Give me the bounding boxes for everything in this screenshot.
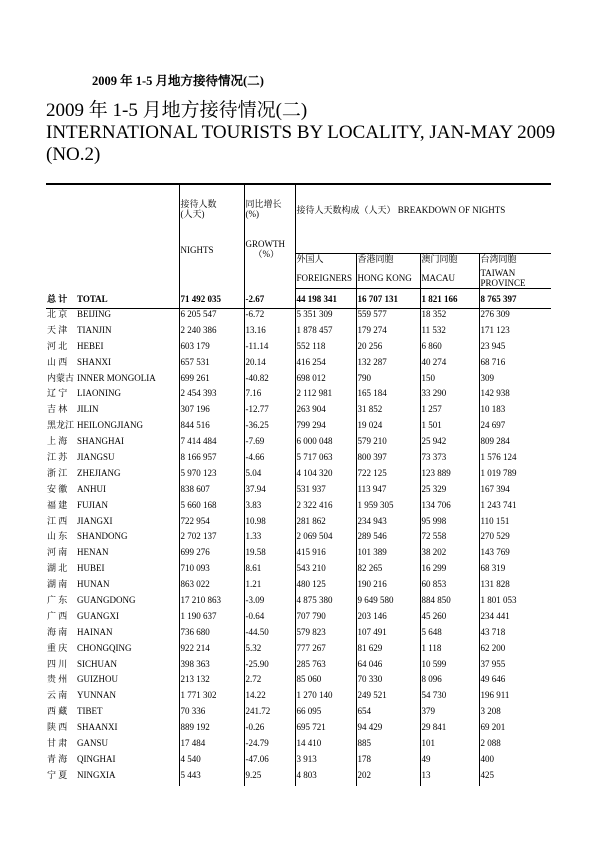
locality-cell: 广 西 GUANGXI: [47, 610, 119, 621]
nights-cell: 1 190 637: [179, 611, 244, 627]
table-row: [46, 357, 551, 373]
title-english-cont: (NO.2): [46, 144, 101, 165]
nights-cell: 17 484: [179, 738, 244, 754]
nights-cell: 2 454 393: [179, 388, 244, 404]
hongkong-cell: 132 287: [356, 357, 420, 373]
growth-cell: -0.26: [244, 722, 295, 738]
foreigners-cell: 707 790: [295, 611, 356, 627]
table-row: [46, 309, 551, 325]
locality-cell: 云 南 YUNNAN: [47, 690, 116, 701]
table-row: [46, 420, 551, 436]
hongkong-cell: 190 216: [356, 579, 420, 595]
foreigners-cell: 552 118: [295, 341, 356, 357]
nights-cell: 863 022: [179, 579, 244, 595]
hongkong-cell: 654: [356, 706, 420, 722]
macau-cell: 40 274: [420, 357, 479, 373]
hongkong-cell: 234 943: [356, 516, 420, 532]
foreigners-cell: 5 351 309: [295, 309, 356, 325]
macau-cell: 18 352: [420, 309, 479, 325]
total-macau: 1 821 166: [420, 289, 479, 309]
hongkong-cell: 885: [356, 738, 420, 754]
total-taiwan: 8 765 397: [479, 289, 551, 309]
foreigners-cell: 799 294: [295, 420, 356, 436]
growth-cell: 1.33: [244, 531, 295, 547]
macau-cell: 11 532: [420, 325, 479, 341]
table-row: [46, 388, 551, 404]
taiwan-cell: 1 801 053: [479, 595, 551, 611]
nights-cell: 889 192: [179, 722, 244, 738]
locality-cell: 重 庆 CHONGQING: [47, 642, 132, 653]
locality-cell: 内蒙古 INNER MONGOLIA: [47, 372, 156, 383]
taiwan-cell: 10 183: [479, 404, 551, 420]
locality-cell: 贵 州 GUIZHOU: [47, 674, 118, 685]
macau-cell: 29 841: [420, 722, 479, 738]
title-chinese: 2009 年 1-5 月地方接待情况(二): [46, 100, 308, 121]
hongkong-cell: 64 046: [356, 659, 420, 675]
nights-cell: 838 607: [179, 484, 244, 500]
foreigners-cell: 543 210: [295, 563, 356, 579]
hongkong-cell: 107 491: [356, 627, 420, 643]
hongkong-cell: 1 959 305: [356, 500, 420, 516]
hongkong-cell: 722 125: [356, 468, 420, 484]
taiwan-cell: 62 200: [479, 643, 551, 659]
table-row: [46, 547, 551, 563]
taiwan-cell: 68 716: [479, 357, 551, 373]
locality-cell: 上 海 SHANGHAI: [47, 436, 124, 447]
macau-cell: 6 860: [420, 341, 479, 357]
macau-cell: 101: [420, 738, 479, 754]
total-growth: -2.67: [244, 289, 295, 309]
growth-cell: 19.58: [244, 547, 295, 563]
taiwan-cell: 1 019 789: [479, 468, 551, 484]
nights-cell: 5 970 123: [179, 468, 244, 484]
total-nights: 71 492 035: [179, 289, 244, 309]
macau-cell: 123 889: [420, 468, 479, 484]
macau-cell: 54 730: [420, 690, 479, 706]
nights-header: 接待人数 (人天) NIGHTS: [179, 184, 244, 289]
foreigners-cell: 14 410: [295, 738, 356, 754]
locality-cell: 陕 西 SHAANXI: [47, 722, 118, 733]
growth-cell: -11.14: [244, 341, 295, 357]
table-row: [46, 325, 551, 341]
taiwan-cell: 143 769: [479, 547, 551, 563]
foreigners-cell: 579 823: [295, 627, 356, 643]
table-row: [46, 563, 551, 579]
hongkong-cell: 101 389: [356, 547, 420, 563]
macau-cell: 10 599: [420, 659, 479, 675]
taiwan-cell: 171 123: [479, 325, 551, 341]
macau-cell: 33 290: [420, 388, 479, 404]
table-row: [46, 627, 551, 643]
foreigners-cell: 285 763: [295, 659, 356, 675]
foreigners-cell: 2 322 416: [295, 500, 356, 516]
taiwan-cell: 809 284: [479, 436, 551, 452]
nights-cell: 699 261: [179, 373, 244, 389]
foreigners-cell: 263 904: [295, 404, 356, 420]
nights-cell: 398 363: [179, 659, 244, 675]
taiwan-cell: 37 955: [479, 659, 551, 675]
table-row: [46, 579, 551, 595]
growth-cell: -24.79: [244, 738, 295, 754]
macau-cell: 1 257: [420, 404, 479, 420]
foreigners-cell: 5 717 063: [295, 452, 356, 468]
table-row: [46, 531, 551, 547]
foreigners-cell: 2 069 504: [295, 531, 356, 547]
nights-cell: 2 702 137: [179, 531, 244, 547]
growth-cell: -7.69: [244, 436, 295, 452]
nights-cell: 657 531: [179, 357, 244, 373]
table-row: [46, 674, 551, 690]
nights-cell: 844 516: [179, 420, 244, 436]
growth-cell: 37.94: [244, 484, 295, 500]
macau-cell: 25 329: [420, 484, 479, 500]
macau-cell: 150: [420, 373, 479, 389]
locality-cell: 江 西 JIANGXI: [47, 515, 113, 526]
nights-cell: 8 166 957: [179, 452, 244, 468]
macau-cell: 5 648: [420, 627, 479, 643]
foreigners-cell: 415 916: [295, 547, 356, 563]
nights-cell: 213 132: [179, 674, 244, 690]
taiwan-cell: 131 828: [479, 579, 551, 595]
taiwan-cell: 43 718: [479, 627, 551, 643]
nights-cell: 722 954: [179, 516, 244, 532]
table-row: [46, 516, 551, 532]
foreigners-cell: 416 254: [295, 357, 356, 373]
macau-cell: 38 202: [420, 547, 479, 563]
growth-cell: 3.83: [244, 500, 295, 516]
locality-cell: 山 西 SHANXI: [47, 356, 112, 367]
table-row: [46, 452, 551, 468]
growth-cell: 7.16: [244, 388, 295, 404]
growth-cell: 1.21: [244, 579, 295, 595]
taiwan-cell: 425: [479, 770, 551, 786]
growth-cell: 14.22: [244, 690, 295, 706]
growth-cell: 9.25: [244, 770, 295, 786]
macau-cell: 25 942: [420, 436, 479, 452]
macau-cell: 49: [420, 754, 479, 770]
nights-cell: 2 240 386: [179, 325, 244, 341]
foreigners-cell: 3 913: [295, 754, 356, 770]
growth-cell: -12.77: [244, 404, 295, 420]
hongkong-cell: 9 649 580: [356, 595, 420, 611]
macau-cell: 95 998: [420, 516, 479, 532]
hongkong-cell: 165 184: [356, 388, 420, 404]
macau-cell: 13: [420, 770, 479, 786]
page-title: [46, 100, 566, 166]
locality-cell: 江 苏 JIANGSU: [47, 452, 115, 463]
taiwan-cell: 270 529: [479, 531, 551, 547]
taiwan-cell: 400: [479, 754, 551, 770]
foreigners-cell: 281 862: [295, 516, 356, 532]
foreigners-cell: 66 095: [295, 706, 356, 722]
foreigners-cell: 4 104 320: [295, 468, 356, 484]
locality-cell: 吉 林 JILIN: [47, 404, 99, 415]
locality-cell: 甘 肃 GANSU: [47, 738, 109, 749]
growth-cell: -3.09: [244, 595, 295, 611]
table-row: [46, 754, 551, 770]
locality-cell: 安 徽 ANHUI: [47, 483, 106, 494]
locality-cell: 黑龙江 HEILONGJIANG: [47, 420, 143, 431]
macau-cell: 134 706: [420, 500, 479, 516]
nights-cell: 1 771 302: [179, 690, 244, 706]
nights-cell: 4 540: [179, 754, 244, 770]
foreigners-cell: 4 803: [295, 770, 356, 786]
table-row: [46, 404, 551, 420]
total-row: [46, 289, 551, 309]
taiwan-cell: 49 646: [479, 674, 551, 690]
growth-cell: -44.50: [244, 627, 295, 643]
growth-header: 同比增长 (%) GROWTH （%）: [244, 184, 295, 289]
table-row: [46, 722, 551, 738]
table-row: [46, 659, 551, 675]
hongkong-cell: 178: [356, 754, 420, 770]
hongkong-cell: 19 024: [356, 420, 420, 436]
taiwan-cell: 2 088: [479, 738, 551, 754]
hongkong-cell: 113 947: [356, 484, 420, 500]
hongkong-cell: 94 429: [356, 722, 420, 738]
foreigners-cell: 85 060: [295, 674, 356, 690]
growth-cell: 241.72: [244, 706, 295, 722]
taiwan-cell: 68 319: [479, 563, 551, 579]
locality-cell: 青 海 QINGHAI: [47, 753, 116, 764]
hongkong-cell: 579 210: [356, 436, 420, 452]
locality-cell: 河 北 HEBEI: [47, 340, 104, 351]
hongkong-cell: 81 629: [356, 643, 420, 659]
macau-cell: 72 558: [420, 531, 479, 547]
locality-cell: 浙 江 ZHEJIANG: [47, 467, 121, 478]
table-row: [46, 484, 551, 500]
growth-cell: -6.72: [244, 309, 295, 325]
table-row: [46, 341, 551, 357]
growth-cell: 10.98: [244, 516, 295, 532]
hongkong-cell: 800 397: [356, 452, 420, 468]
taiwan-cell: 309: [479, 373, 551, 389]
hongkong-cell: 20 256: [356, 341, 420, 357]
macau-cell: 60 853: [420, 579, 479, 595]
taiwan-cell: 234 441: [479, 611, 551, 627]
growth-cell: -4.66: [244, 452, 295, 468]
locality-header: [46, 184, 179, 289]
total-foreigners: 44 198 341: [295, 289, 356, 309]
locality-cell: 福 建 FUJIAN: [47, 499, 109, 510]
foreigners-cell: 480 125: [295, 579, 356, 595]
table-row: [46, 738, 551, 754]
locality-cell: 湖 北 HUBEI: [47, 563, 105, 574]
taiwan-cell: 142 938: [479, 388, 551, 404]
table-row: [46, 468, 551, 484]
hongkong-cell: 202: [356, 770, 420, 786]
growth-cell: -0.64: [244, 611, 295, 627]
table-row: [46, 690, 551, 706]
hongkong-header: 香港同胞 HONG KONG: [356, 254, 420, 289]
table-row: [46, 706, 551, 722]
growth-cell: 5.32: [244, 643, 295, 659]
table-body: [46, 289, 551, 786]
locality-cell: 西 藏 TIBET: [47, 706, 103, 717]
growth-cell: 13.16: [244, 325, 295, 341]
hongkong-cell: 82 265: [356, 563, 420, 579]
foreigners-cell: 2 112 981: [295, 388, 356, 404]
nights-cell: 710 093: [179, 563, 244, 579]
foreigners-cell: 1 270 140: [295, 690, 356, 706]
taiwan-header: 台湾同胞 TAIWAN PROVINCE: [479, 254, 551, 289]
hongkong-cell: 203 146: [356, 611, 420, 627]
taiwan-cell: 167 394: [479, 484, 551, 500]
foreigners-cell: 1 878 457: [295, 325, 356, 341]
locality-cell: 广 东 GUANGDONG: [47, 595, 136, 606]
title-english: INTERNATIONAL TOURISTS BY LOCALITY, JAN-MAY 2009: [46, 122, 556, 143]
locality-cell: 湖 南 HUNAN: [47, 579, 110, 590]
growth-cell: 2.72: [244, 674, 295, 690]
locality-cell: 山 东 SHANDONG: [47, 531, 128, 542]
growth-cell: -47.06: [244, 754, 295, 770]
nights-cell: 5 660 168: [179, 500, 244, 516]
locality-cell: 河 南 HENAN: [47, 547, 109, 558]
running-header: 2009 年 1-5 月地方接待情况(二): [92, 74, 264, 88]
locality-cell: 北 京 BEIJING: [47, 309, 111, 319]
table-row: [46, 373, 551, 389]
nights-cell: 307 196: [179, 404, 244, 420]
taiwan-cell: 1 576 124: [479, 452, 551, 468]
growth-cell: 20.14: [244, 357, 295, 373]
macau-cell: 1 501: [420, 420, 479, 436]
total-label: 总 计 TOTAL: [46, 289, 179, 309]
locality-cell: 天 津 TIANJIN: [47, 324, 112, 335]
hongkong-cell: 790: [356, 373, 420, 389]
macau-cell: 8 096: [420, 674, 479, 690]
hongkong-cell: 179 274: [356, 325, 420, 341]
breakdown-header: 接待人天数构成（人天） BREAKDOWN OF NIGHTS: [295, 184, 551, 254]
nights-cell: 5 443: [179, 770, 244, 786]
taiwan-cell: 1 243 741: [479, 500, 551, 516]
macau-cell: 884 850: [420, 595, 479, 611]
macau-cell: 73 373: [420, 452, 479, 468]
table-row: [46, 500, 551, 516]
locality-cell: 辽 宁 LIAONING: [47, 388, 121, 399]
foreigners-cell: 6 000 048: [295, 436, 356, 452]
macau-cell: 379: [420, 706, 479, 722]
nights-cell: 603 179: [179, 341, 244, 357]
macau-cell: 45 260: [420, 611, 479, 627]
hongkong-cell: 249 521: [356, 690, 420, 706]
nights-cell: 922 214: [179, 643, 244, 659]
growth-cell: 8.61: [244, 563, 295, 579]
table-row: [46, 643, 551, 659]
hongkong-cell: 559 577: [356, 309, 420, 325]
nights-cell: 7 414 484: [179, 436, 244, 452]
macau-cell: 1 118: [420, 643, 479, 659]
taiwan-cell: 3 208: [479, 706, 551, 722]
hongkong-cell: 31 852: [356, 404, 420, 420]
growth-cell: -36.25: [244, 420, 295, 436]
foreigners-cell: 4 875 380: [295, 595, 356, 611]
table-row: [46, 770, 551, 786]
taiwan-cell: 276 309: [479, 309, 551, 325]
taiwan-cell: 110 151: [479, 516, 551, 532]
locality-cell: 宁 夏 NINGXIA: [47, 769, 116, 780]
hongkong-cell: 70 330: [356, 674, 420, 690]
foreigners-cell: 695 721: [295, 722, 356, 738]
macau-header: 澳门同胞 MACAU: [420, 254, 479, 289]
nights-cell: 699 276: [179, 547, 244, 563]
foreigners-cell: 531 937: [295, 484, 356, 500]
taiwan-cell: 196 911: [479, 690, 551, 706]
nights-cell: 70 336: [179, 706, 244, 722]
locality-cell: 海 南 HAINAN: [47, 626, 113, 637]
nights-cell: 736 680: [179, 627, 244, 643]
growth-cell: 5.04: [244, 468, 295, 484]
table-row: [46, 436, 551, 452]
taiwan-cell: 69 201: [479, 722, 551, 738]
growth-cell: -25.90: [244, 659, 295, 675]
total-hongkong: 16 707 131: [356, 289, 420, 309]
locality-cell: 四 川 SICHUAN: [47, 658, 118, 669]
taiwan-cell: 24 697: [479, 420, 551, 436]
foreigners-cell: 698 012: [295, 373, 356, 389]
macau-cell: 16 299: [420, 563, 479, 579]
table-row: [46, 595, 551, 611]
locality-table: [46, 183, 551, 786]
taiwan-cell: 23 945: [479, 341, 551, 357]
table-row: [46, 611, 551, 627]
growth-cell: -40.82: [244, 373, 295, 389]
foreigners-header: 外国人 FOREIGNERS: [295, 254, 356, 289]
hongkong-cell: 289 546: [356, 531, 420, 547]
nights-cell: 6 205 547: [179, 309, 244, 325]
foreigners-cell: 777 267: [295, 643, 356, 659]
nights-cell: 17 210 863: [179, 595, 244, 611]
